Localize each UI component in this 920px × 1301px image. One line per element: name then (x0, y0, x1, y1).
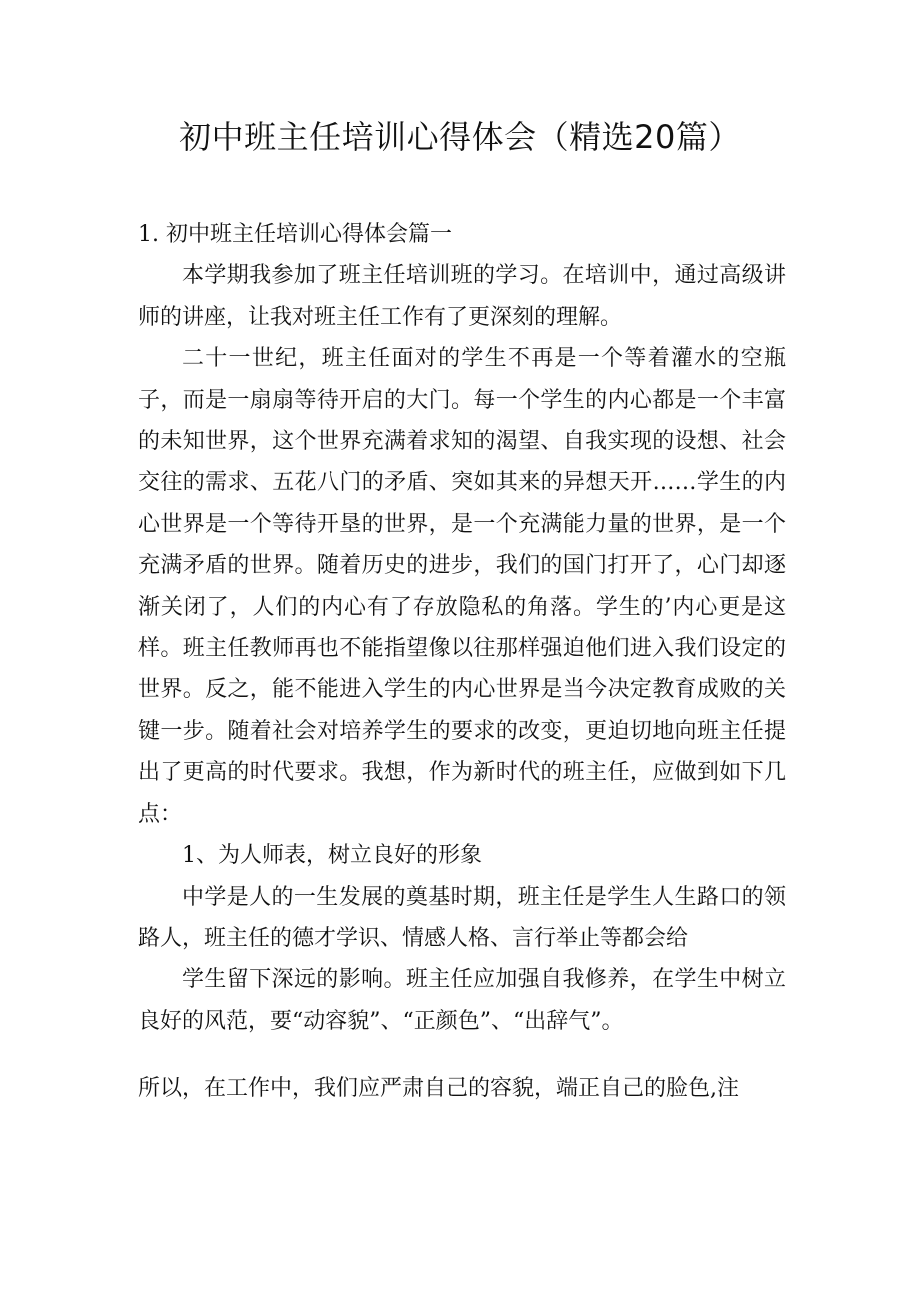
paragraph-intro: 本学期我参加了班主任培训班的学习。在培训中，通过高级讲师的讲座，让我对班主任工作有了更深刻的理解。 (138, 263, 786, 330)
paragraph-main: 二十一世纪，班主任面对的学生不再是一个等着灌水的空瓶子，而是一扇扇等待开启的大门。每一个学生的内心都是一个丰富的未知世界，这个世界充满着求知的渴望、自我实现的设想、社会交往的需求、五花八门的矛盾、突如其来的异想天开……学生的内心世界是一个等待开垦的世界，是一个充满能力量的世界，是一个充满矛盾的世界。随着历史的进步，我们的国门打开了，心门却逐渐关闭了，人们的内心有了存放隐私的角落。学生的’内心更是这样。班主任教师再也不能指望像以往那样强迫他们进入我们设定的世界。反之，能不能进入学生的内心世界是当今决定教育成败的关键一步。随着社会对培养学生的要求的改变，更迫切地向班主任提出了更高的时代要求。我想，作为新时代的班主任，应做到如下几点： (138, 346, 786, 827)
section-heading: 1. 初中班主任培训心得体会篇一 (138, 222, 452, 247)
paragraph-point-continued: 学生留下深远的影响。班主任应加强自我修养，在学生中树立良好的风范，要“动容貌”、“正颜色”、“出辞气”。 (138, 967, 786, 1034)
paragraph-point-heading: 1、为人师表，树立良好的形象 (182, 843, 482, 869)
document-body (138, 214, 786, 1110)
document-title: 初中班主任培训心得体会（精选20篇） (179, 118, 741, 156)
paragraph-point-body: 中学是人的一生发展的奠基时期，班主任是学生人生路口的领路人，班主任的德才学识、情感人格、言行举止等都会给 (138, 884, 786, 951)
paragraph-closing: 所以，在工作中，我们应严肃自己的容貌，端正自己的脸色,注 (138, 1076, 739, 1102)
